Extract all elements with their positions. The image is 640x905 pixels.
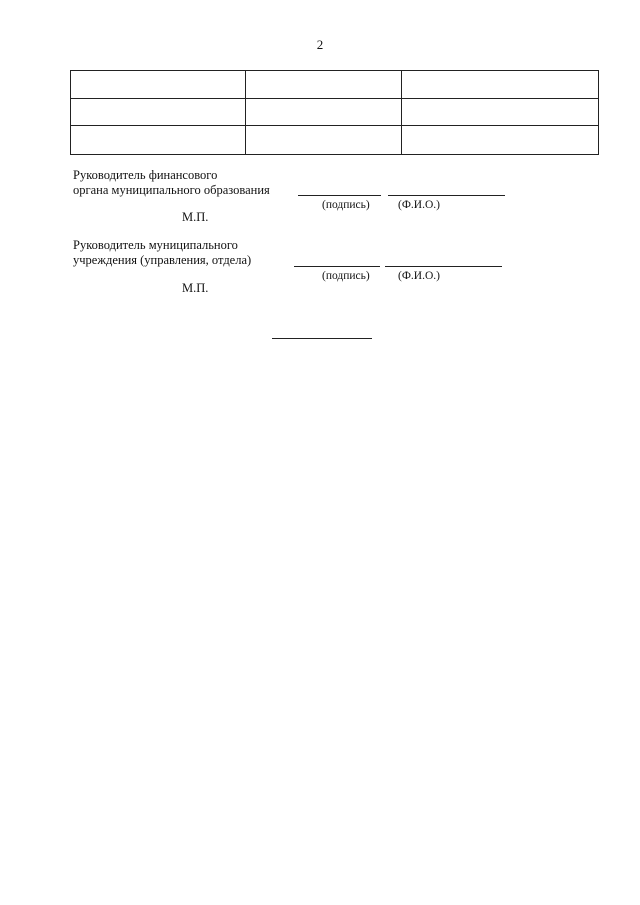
- document-end-rule: [272, 338, 372, 339]
- table-cell: [71, 126, 246, 155]
- table-cell: [246, 71, 402, 99]
- finance-head-title-line2: органа муниципального образования: [73, 183, 270, 197]
- table-cell: [246, 99, 402, 126]
- table-cell: [71, 71, 246, 99]
- institution-head-name-line: [385, 266, 502, 267]
- finance-head-name-line: [388, 195, 505, 196]
- finance-head-signature-line: [298, 195, 381, 196]
- table-cell: [402, 126, 599, 155]
- blank-table: [70, 70, 599, 155]
- finance-head-stamp-mark: М.П.: [182, 210, 209, 224]
- institution-head-signature-caption: (подпись): [322, 270, 370, 282]
- finance-head-name-caption: (Ф.И.О.): [398, 199, 440, 211]
- table-row: [71, 126, 599, 155]
- institution-head-title-line2: учреждения (управления, отдела): [73, 253, 252, 267]
- table-cell: [402, 71, 599, 99]
- institution-head-title-line1: Руководитель муниципального: [73, 238, 238, 252]
- institution-head-stamp-mark: М.П.: [182, 281, 209, 295]
- institution-head-signature-line: [294, 266, 380, 267]
- finance-head-signature-caption: (подпись): [322, 199, 370, 211]
- table-row: [71, 99, 599, 126]
- table-cell: [402, 99, 599, 126]
- finance-head-title-line1: Руководитель финансового: [73, 168, 218, 182]
- institution-head-name-caption: (Ф.И.О.): [398, 270, 440, 282]
- table-row: [71, 71, 599, 99]
- table-cell: [246, 126, 402, 155]
- table-cell: [71, 99, 246, 126]
- page-number: 2: [316, 37, 324, 52]
